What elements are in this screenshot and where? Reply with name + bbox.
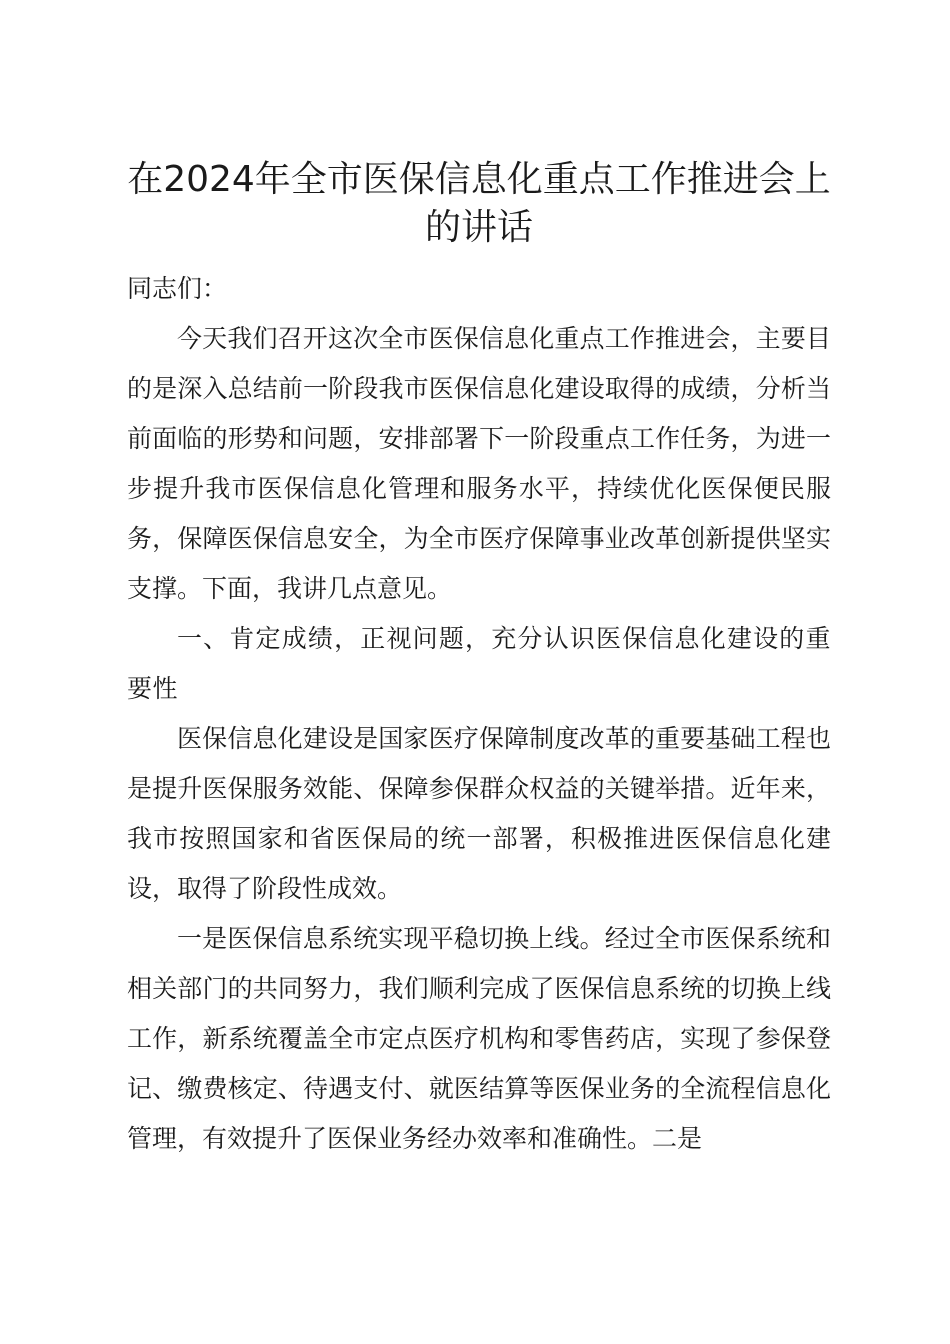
paragraph-background: 医保信息化建设是国家医疗保障制度改革的重要基础工程也是提升医保服务效能、保障参保群众权益的关键举措。近年来，我市按照国家和省医保局的统一部署，积极推进医保信息化建设，取得了阶段性成效。	[127, 724, 831, 903]
paragraph-achievements: 一是医保信息系统实现平稳切换上线。经过全市医保系统和相关部门的共同努力，我们顺利完成了医保信息系统的切换上线工作，新系统覆盖全市定点医疗机构和零售药店，实现了参保登记、缴费核定、待遇支付、就医结算等医保业务的全流程信息化管理，有效提升了医保业务经办效率和准确性。二是	[127, 924, 831, 1153]
paragraph-opening: 今天我们召开这次全市医保信息化重点工作推进会，主要目的是深入总结前一阶段我市医保信息化建设取得的成绩，分析当前面临的形势和问题，安排部署下一阶段重点工作任务，为进一步提升我市医保信息化管理和服务水平，持续优化医保便民服务，保障医保信息安全，为全市医疗保障事业改革创新提供坚实支撑。下面，我讲几点意见。	[127, 324, 831, 603]
document-title: 在2024年全市医保信息化重点工作推进会上 的讲话	[127, 159, 831, 248]
salutation: 同志们：	[127, 274, 228, 303]
section-heading-1: 一、肯定成绩，正视问题，充分认识医保信息化建设的重要性	[127, 624, 831, 703]
document-page	[127, 156, 831, 1164]
